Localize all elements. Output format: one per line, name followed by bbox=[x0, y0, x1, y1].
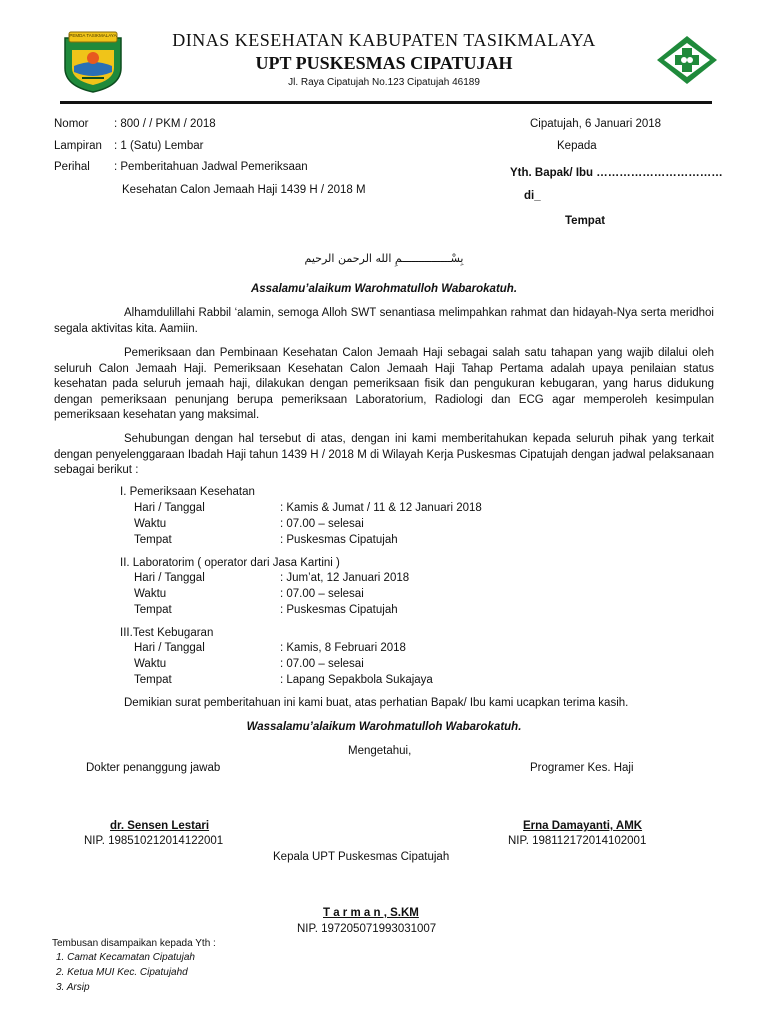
letterhead-rule bbox=[60, 101, 712, 104]
schedule-time-value: : 07.00 – selesai bbox=[280, 518, 364, 530]
left-signer-role: Dokter penanggung jawab bbox=[86, 762, 221, 774]
schedule-time-value: : 07.00 – selesai bbox=[280, 658, 364, 670]
right-signer-nip: NIP. 198112172014102001 bbox=[508, 835, 647, 847]
recipient-tempat: Tempat bbox=[565, 215, 606, 227]
place-date: Cipatujah, 6 Januari 2018 bbox=[530, 118, 662, 130]
paragraph-background bbox=[54, 346, 714, 424]
closing-text: Demikian surat pemberitahuan ini kami buat, atas perhatian Bapak/ Ibu kami ucapkan terima kasih. bbox=[124, 697, 629, 709]
paragraph-notice bbox=[54, 432, 714, 479]
tembusan-item: 2. Ketua MUI Kec. Cipatujahd bbox=[56, 967, 188, 978]
schedule-day-label: Hari / Tanggal bbox=[134, 572, 205, 584]
schedule-place-value: : Lapang Sepakbola Sukajaya bbox=[280, 674, 433, 686]
lampiran-value: : 1 (Satu) Lembar bbox=[114, 140, 204, 152]
schedule-time-value: : 07.00 – selesai bbox=[280, 588, 364, 600]
schedule-heading-2: II. Laboratorim ( operator dari Jasa Kartini ) bbox=[120, 557, 340, 569]
head-role: Kepala UPT Puskesmas Cipatujah bbox=[273, 851, 450, 863]
salam-open: Assalamu’alaikum Warohmatulloh Wabarokatuh. bbox=[250, 283, 518, 295]
nomor-label: Nomor bbox=[54, 118, 89, 130]
tembusan-item: 3. Arsip bbox=[56, 982, 90, 993]
schedule-time-label: Waktu bbox=[134, 658, 167, 670]
paragraph-opening bbox=[54, 306, 714, 337]
nomor-value: : 800 / / PKM / 2018 bbox=[114, 118, 216, 130]
tembusan-title: Tembusan disampaikan kepada Yth : bbox=[52, 938, 216, 949]
tembusan-item: 1. Camat Kecamatan Cipatujah bbox=[56, 952, 195, 963]
schedule-day-label: Hari / Tanggal bbox=[134, 642, 205, 654]
schedule-time-label: Waktu bbox=[134, 518, 167, 530]
schedule-place-value: : Puskesmas Cipatujah bbox=[280, 604, 398, 616]
salam-close: Wassalamu’alaikum Warohmatulloh Wabarokatuh. bbox=[246, 721, 522, 733]
right-signer-role: Programer Kes. Haji bbox=[530, 762, 634, 774]
kepada: Kepada bbox=[557, 140, 597, 152]
schedule-day-value: : Jum’at, 12 Januari 2018 bbox=[280, 572, 410, 584]
schedule-place-label: Tempat bbox=[134, 534, 172, 546]
logo-banner-text: PEMDA TASIKMALAYA bbox=[69, 33, 117, 38]
unit-name: UPT PUSKESMAS CIPATUJAH bbox=[255, 53, 513, 73]
paragraph-text: Alhamdulillahi Rabbil ‘alamin, semoga Alloh SWT senantiasa melimpahkan rahmat dan hidayah-Nya serta meridhoi segala aktivitas kita. Aamiin. bbox=[54, 307, 714, 335]
schedule-time-label: Waktu bbox=[134, 588, 167, 600]
recipient-di: di_ bbox=[524, 190, 541, 202]
schedule-day-label: Hari / Tanggal bbox=[134, 502, 205, 514]
paragraph-text: Sehubungan dengan hal tersebut di atas, dengan ini kami memberitahukan kepada seluruh pihak yang terkait dengan penyelenggaraan Ibadah Haji tahun 1439 H / 2018 M di Wilayah Kerja Puskesmas Cipatujah dengan jadwal pelaksanaan sebagai berikut : bbox=[54, 433, 714, 476]
right-signer-name: Erna Damayanti, AMK bbox=[523, 820, 643, 832]
left-signer-nip: NIP. 198510212014122001 bbox=[84, 835, 224, 847]
lampiran-label: Lampiran bbox=[54, 140, 102, 152]
schedule-day-value: : Kamis, 8 Februari 2018 bbox=[280, 642, 406, 654]
basmalah: بِسْـــــــــــــــمِ الله الرحمن الرحيم bbox=[304, 252, 464, 265]
head-nip: NIP. 197205071993031007 bbox=[297, 923, 437, 935]
mengetahui: Mengetahui, bbox=[348, 745, 412, 757]
paragraph-text: Pemeriksaan dan Pembinaan Kesehatan Calon Jemaah Haji sebagai salah satu tahapan yang wajib dilalui oleh seluruh Calon Jemaah Haji. Pemeriksaan Kesehatan Calon Jemaah Haji Tahap Pertama adalah upaya penilaian status kesehatan pada seluruh jemaah haji, dilakukan dengan pemeriksaan fisik dan pengukuran kebugaran, yang harus didukung dengan pemeriksaan penunjang berupa pemeriksaan Laboratorium, Radiologi dan ECG agar memperoleh kesimpulan pemeriksaan kesehatan yang maksimal. bbox=[54, 347, 714, 421]
schedule-heading-3: III.Test Kebugaran bbox=[120, 627, 214, 639]
perihal-value-1: : Pemberitahuan Jadwal Pemeriksaan bbox=[114, 161, 308, 173]
head-name: T a r m a n , S.KM bbox=[323, 907, 419, 919]
perihal-value-2: Kesehatan Calon Jemaah Haji 1439 H / 2018 M bbox=[122, 184, 366, 196]
schedule-heading-1: I. Pemeriksaan Kesehatan bbox=[120, 486, 255, 498]
recipient-yth: Yth. Bapak/ Ibu …………………………… bbox=[510, 167, 723, 179]
address: Jl. Raya Cipatujah No.123 Cipatujah 46189 bbox=[288, 77, 480, 88]
schedule-place-value: : Puskesmas Cipatujah bbox=[280, 534, 398, 546]
schedule-place-label: Tempat bbox=[134, 604, 172, 616]
schedule-day-value: : Kamis & Jumat / 11 & 12 Januari 2018 bbox=[280, 502, 482, 514]
left-signer-name: dr. Sensen Lestari bbox=[110, 820, 210, 832]
perihal-label: Perihal bbox=[54, 161, 90, 173]
schedule-place-label: Tempat bbox=[134, 674, 172, 686]
agency-name: DINAS KESEHATAN KABUPATEN TASIKMALAYA bbox=[172, 30, 596, 50]
